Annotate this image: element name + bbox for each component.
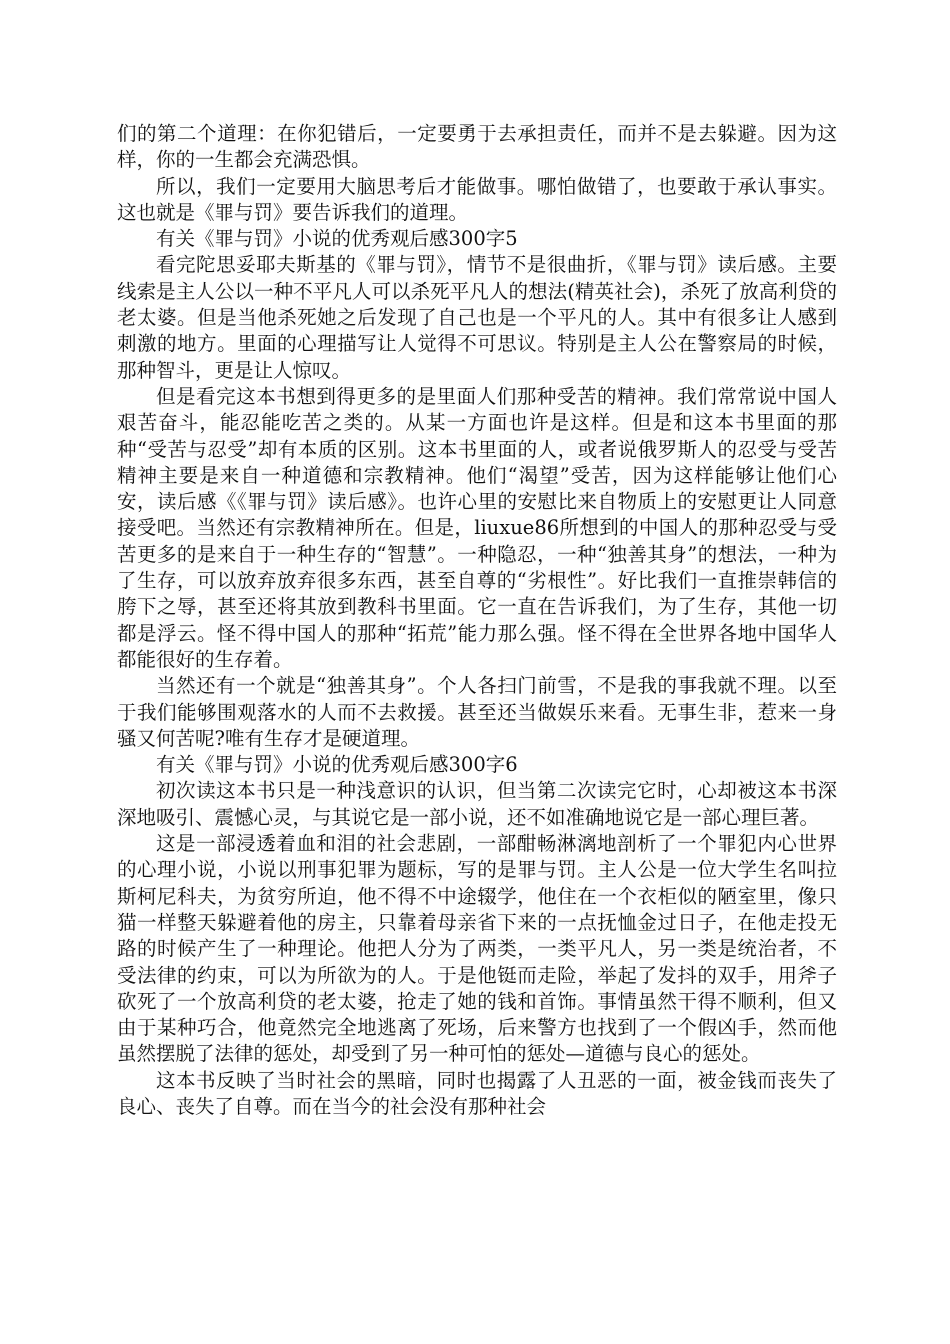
paragraph: 这是一部浸透着血和泪的社会悲剧，一部酣畅淋漓地剖析了一个罪犯内心世界的心理小说，小说以刑事犯罪为题标，写的是罪与罚。主人公是一位大学生名叫拉斯柯尼科夫，为贫穷所迫，他不得不中途辍学，他住在一个衣柜似的陋室里，像只猫一样整天躲避着他的房主，只靠着母亲省下来的一点抚恤金过日子，在他走投无路的时候产生了一种理论。他把人分为了两类，一类平凡人，另一类是统治者，不受法律的约束，可以为所欲为的人。于是他铤而走险，举起了发抖的双手，用斧子砍死了一个放高利贷的老太婆，抢走了她的钱和首饰。事情虽然干得不顺利，但又由于某种巧合，他竟然完全地逃离了死场，后来警方也找到了一个假凶手，然而他虽然摆脱了法律的惩处，却受到了另一种可怕的惩处—道德与良心的惩处。 [117,832,837,1066]
paragraph: 看完陀思妥耶夫斯基的《罪与罚》，情节不是很曲折，《罪与罚》读后感。主要线索是主人公以一种不平凡人可以杀死平凡人的想法(精英社会)，杀死了放高利贷的老太婆。但是当他杀死她之后发现了自己也是一个平凡的人。其中有很多让人感到刺激的地方。里面的心理描写让人觉得不可思议。特别是主人公在警察局的时候，那种智斗，更是让人惊叹。 [117,253,837,382]
paragraph: 们的第二个道理：在你犯错后，一定要勇于去承担责任，而并不是去躲避。因为这样，你的一生都会充满恐惧。 [117,122,837,172]
paragraph: 这本书反映了当时社会的黑暗，同时也揭露了人丑恶的一面，被金钱而丧失了良心、丧失了自尊。而在当今的社会没有那种社会 [117,1068,837,1118]
document-body [117,121,837,1120]
paragraph: 但是看完这本书想到得更多的是里面人们那种受苦的精神。我们常常说中国人艰苦奋斗，能忍能吃苦之类的。从某一方面也许是这样。但是和这本书里面的那种“受苦与忍受”却有本质的区别。这本书里面的人，或者说俄罗斯人的忍受与受苦精神主要是来自一种道德和宗教精神。他们“渴望”受苦，因为这样能够让他们心安，读后感《《罪与罚》读后感》。也许心里的安慰比来自物质上的安慰更让人同意接受吧。当然还有宗教精神所在。但是，liuxue86所想到的中国人的那种忍受与受苦更多的是来自于一种生存的“智慧”。一种隐忍，一种“独善其身”的想法，一种为了生存，可以放弃放弃很多东西，甚至自尊的“劣根性”。好比我们一直推崇韩信的胯下之辱，甚至还将其放到教科书里面。它一直在告诉我们，为了生存，其他一切都是浮云。怪不得中国人的那种“拓荒”能力那么强。怪不得在全世界各地中国华人都能很好的生存着。 [117,384,837,671]
paragraph: 当然还有一个就是“独善其身”。个人各扫门前雪，不是我的事我就不理。以至于我们能够围观落水的人而不去救援。甚至还当做娱乐来看。无事生非，惹来一身骚又何苦呢?唯有生存才是硬道理。 [117,674,837,750]
paragraph: 所以，我们一定要用大脑思考后才能做事。哪怕做错了，也要敢于承认事实。这也就是《罪与罚》要告诉我们的道理。 [117,174,837,224]
section-heading: 有关《罪与罚》小说的优秀观后感300字5 [156,227,518,251]
section-heading: 有关《罪与罚》小说的优秀观后感300字6 [156,753,518,777]
paragraph: 初次读这本书只是一种浅意识的认识，但当第二次读完它时，心却被这本书深深地吸引、震憾心灵，与其说它是一部小说，还不如准确地说它是一部心理巨著。 [117,779,837,829]
